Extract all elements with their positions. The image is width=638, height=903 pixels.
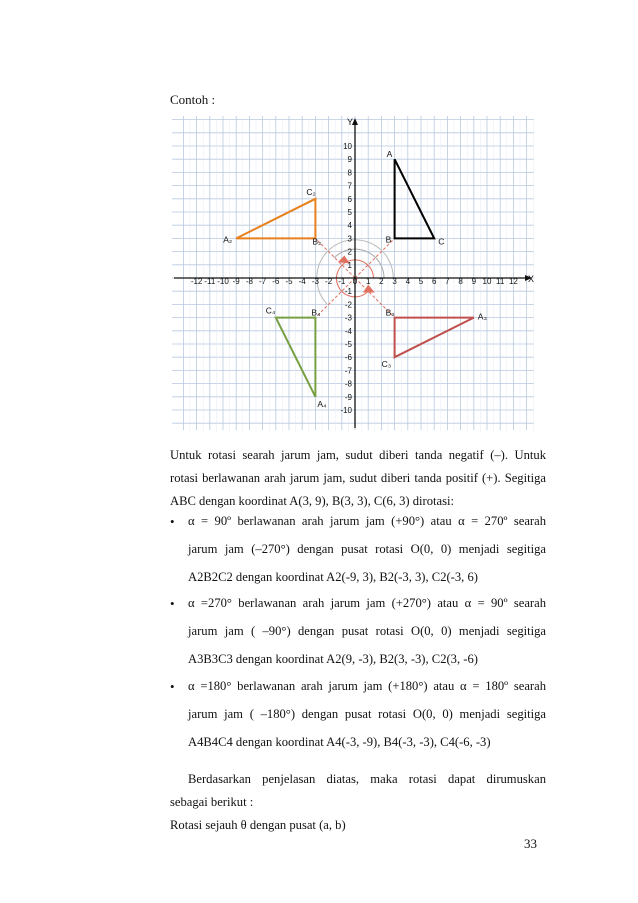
conclusion-line-1: Berdasarkan penjelasan diatas, maka rotasi dapat dirumuskan	[188, 772, 546, 786]
intro-line-3: ABC dengan koordinat A(3, 9), B(3, 3), C(6, 3) dirotasi:	[170, 494, 455, 508]
bullet-2-line-1: α =270° berlawanan arah jarum jam (+270°) atau α = 90º searah	[188, 596, 546, 610]
y-tick-label: -1	[344, 287, 352, 297]
x-tick-label: -2	[325, 277, 333, 286]
vertex-label: A₃	[477, 311, 487, 322]
vertex-label: B₃	[385, 307, 395, 318]
y-tick-label: 2	[347, 247, 352, 257]
bullet-3-line-2: jarum jam ( –180°) dengan pusat rotasi O(0, 0) menjadi segitiga	[188, 707, 546, 721]
y-tick-label: 1	[347, 260, 352, 270]
page-number: 33	[524, 836, 537, 851]
y-tick-label: -7	[344, 366, 352, 376]
vertex-label: B	[385, 234, 392, 245]
x-tick-label: -5	[285, 277, 293, 286]
x-tick-label: -8	[245, 277, 253, 286]
x-tick-label: 4	[405, 277, 411, 286]
vertex-label: C₃	[381, 359, 392, 370]
bullet-2-line-2: jarum jam ( –90°) dengan pusat rotasi O(0, 0) menjadi segitiga	[188, 624, 546, 638]
y-axis-label: Y	[347, 117, 354, 127]
x-tick-label: 6	[431, 277, 437, 286]
y-tick-label: -2	[344, 300, 352, 310]
vertex-label: A	[386, 149, 393, 160]
y-tick-label: 9	[347, 155, 352, 165]
conclusion-line-2: sebagai berikut :	[170, 795, 254, 809]
y-tick-label: -9	[344, 392, 352, 402]
x-tick-label: -6	[272, 277, 280, 286]
vertex-label: A₄	[317, 398, 327, 409]
x-axis-label: X	[527, 274, 534, 284]
bullet-marker-2: •	[170, 596, 175, 611]
bullet-1-line-2: jarum jam (–270°) dengan pusat rotasi O(0, 0) menjadi segitiga	[188, 542, 546, 556]
x-tick-label: 3	[392, 277, 397, 286]
y-tick-label: 3	[347, 234, 352, 244]
intro-line-2: rotasi berlawanan arah jarum jam, sudut diberi tanda positif (+). Segitiga	[170, 471, 546, 485]
y-tick-label: 10	[343, 142, 352, 151]
bullet-1-line-1: α = 90º berlawanan arah jarum jam (+90°) atau α = 270º searah	[188, 514, 546, 528]
x-tick-label: -9	[232, 277, 240, 286]
vertex-label: A₂	[223, 234, 233, 245]
x-tick-label: -4	[298, 277, 306, 286]
y-tick-label: -4	[344, 326, 352, 336]
y-tick-label: 7	[347, 181, 352, 191]
y-tick-label: -10	[340, 406, 352, 415]
bullet-3-line-1: α =180° berlawanan arah jarum jam (+180°) atau α = 180º searah	[188, 679, 546, 693]
x-tick-label: -3	[311, 277, 319, 286]
bullet-1-line-3: A2B2C2 dengan koordinat A2(-9, 3), B2(-3, 3), C2(-3, 6)	[188, 570, 478, 584]
vertex-label: B₄	[311, 307, 321, 318]
y-tick-label: -8	[344, 379, 352, 389]
y-tick-label: 5	[347, 208, 352, 217]
y-tick-label: 8	[347, 168, 352, 178]
vertex-label: B₂	[312, 236, 322, 247]
y-tick-label: 4	[347, 221, 352, 231]
bullet-3-line-3: A4B4C4 dengan koordinat A4(-3, -9), B4(-3, -3), C4(-6, -3)	[188, 735, 491, 749]
vertex-label: C₂	[306, 186, 316, 197]
bullet-2-line-3: A3B3C3 dengan koordinat A2(9, -3), B2(3, -3), C2(3, -6)	[188, 652, 478, 666]
intro-line-1: Untuk rotasi searah jarum jam, sudut diberi tanda negatif (–). Untuk	[170, 448, 546, 462]
y-tick-label: -6	[344, 353, 352, 363]
vertex-label: C	[438, 236, 445, 247]
x-tick-label: 7	[445, 277, 450, 286]
x-tick-label: 8	[458, 277, 463, 286]
x-tick-label: 5	[418, 277, 424, 286]
x-tick-label: 11	[496, 277, 505, 286]
rotation-coordinate-graph	[170, 114, 536, 432]
example-heading: Contoh :	[170, 92, 216, 107]
y-tick-label: 6	[347, 194, 352, 204]
x-tick-label: 12	[508, 277, 518, 286]
x-tick-label: 9	[471, 277, 477, 286]
bullet-marker-3: •	[170, 679, 175, 694]
x-tick-label: 1	[365, 277, 371, 286]
bullet-marker-1: •	[170, 514, 175, 529]
x-tick-label: 0	[352, 277, 358, 286]
x-tick-label: 2	[379, 277, 384, 286]
y-tick-label: -3	[344, 313, 352, 323]
x-tick-label: -11	[204, 277, 216, 286]
y-tick-label: -5	[344, 340, 352, 349]
x-tick-label: 10	[482, 277, 492, 286]
x-tick-label: -10	[217, 277, 229, 286]
x-tick-label: -7	[259, 277, 267, 286]
conclusion-line-3: Rotasi sejauh θ dengan pusat (a, b)	[170, 818, 346, 832]
graph-background	[170, 114, 536, 432]
x-tick-label: -1	[338, 277, 346, 286]
vertex-label: C₄	[265, 305, 276, 316]
x-tick-label: -12	[190, 277, 203, 286]
